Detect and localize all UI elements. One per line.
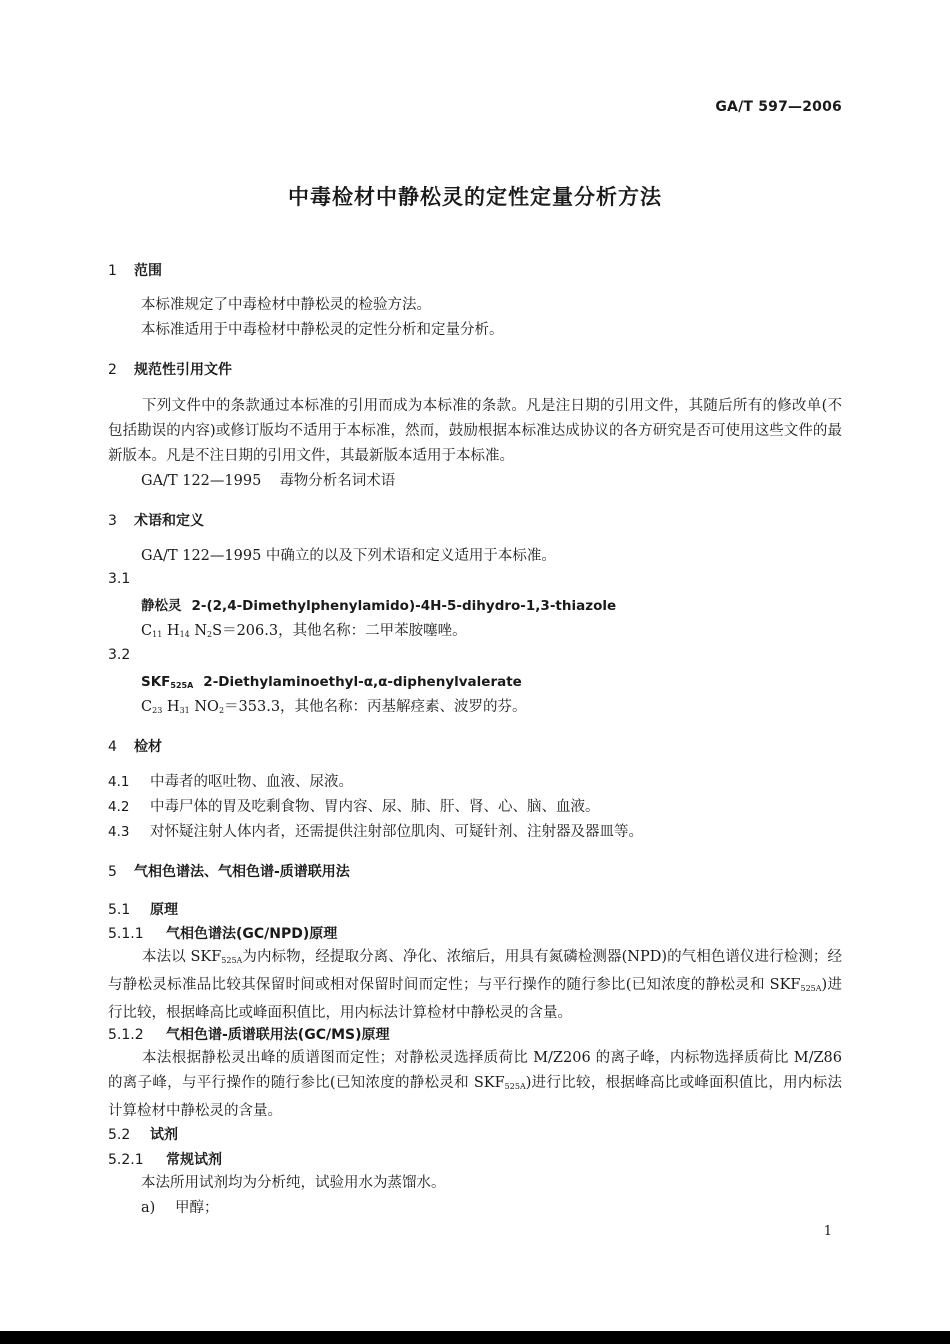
section-heading: 5 气相色谱法、气相色谱-质谱联用法 xyxy=(108,864,350,880)
list-item: 4.3 对怀疑注射人体内者，还需提供注射部位肌肉、可疑针剂、注射器及器皿等。 xyxy=(108,824,643,840)
bottom-border xyxy=(0,1331,950,1344)
paragraph: 本标准适用于中毒检材中静松灵的定性分析和定量分析。 xyxy=(141,322,504,338)
subsection-heading: 5.1 原理 xyxy=(108,902,178,918)
subsection-heading: 5.1.2 气相色谱-质谱联用法(GC/MS)原理 xyxy=(108,1027,390,1043)
paragraph: 本法所用试剂均为分析纯，试验用水为蒸馏水。 xyxy=(141,1175,446,1191)
term-number: 3.2 xyxy=(108,647,131,663)
subsection-heading: 5.2 试剂 xyxy=(108,1127,178,1143)
term-number: 3.1 xyxy=(108,571,131,587)
paragraph: 本法以 $SKF_{525A}$为内标物，经提取分离、净化、浓缩后，用具有氮磷检测器(NPD)的气相色谱仪进行检测；经与静松灵标准品比较其保留时间或相对保留时间而定性；与平行操作的随行参比(已知浓度的静松灵和 $SKF_{525A}$)进行比较，根据峰高比或峰面积值比，用内标法计算检材中静松灵的含量。 xyxy=(108,949,842,1021)
section-heading: 2 规范性引用文件 xyxy=(108,362,232,378)
section-heading: 1 范围 xyxy=(108,263,162,279)
paragraph: 下列文件中的条款通过本标准的引用而成为本标准的条款。凡是注日期的引用文件，其随后所有的修改单(不包括勘误的内容)或修订版均不适用于本标准，然而，鼓励根据本标准达成协议的各方研究是否可使用这些文件的最新版本。凡是不注日期的引用文件，其最新版本适用于本标准。 xyxy=(108,398,842,464)
list-item: 4.1 中毒者的呕吐物、血液、尿液。 xyxy=(108,774,353,790)
section-heading: 3 术语和定义 xyxy=(108,513,204,529)
page-number: 1 xyxy=(823,1224,832,1239)
standard-number: GA/T 597—2006 xyxy=(715,99,842,115)
section-heading: 4 检材 xyxy=(108,739,162,755)
list-item: a) 甲醇； xyxy=(141,1200,219,1216)
chemical-formula: $C_{11}$ $H_{14}$ $N_2S=206.3$，其他名称：二甲苯胺噻唑。 xyxy=(141,623,467,639)
document-title: 中毒检材中静松灵的定性定量分析方法 xyxy=(288,185,662,209)
subsection-heading: 5.1.1 气相色谱法(GC/NPD)原理 xyxy=(108,926,338,942)
paragraph: GA/T 122—1995 中确立的以及下列术语和定义适用于本标准。 xyxy=(141,548,556,564)
reference-item: GA/T 122—1995 毒物分析名词术语 xyxy=(141,473,396,489)
paragraph: 本标准规定了中毒检材中静松灵的检验方法。 xyxy=(141,297,431,313)
list-item: 4.2 中毒尸体的胃及吃剩食物、胃内容、尿、肺、肝、肾、心、脑、血液。 xyxy=(108,799,600,815)
term-entry: $SKF_{525A}$ 2-Diethylaminoethyl-α,α-diphenylvalerate xyxy=(141,674,522,690)
subsection-heading: 5.2.1 常规试剂 xyxy=(108,1152,222,1168)
chemical-formula: $C_{23}$ $H_{31}$ $NO_2=353.3$，其他名称：丙基解痉素、波罗的芬。 xyxy=(141,699,527,715)
paragraph: 本法根据静松灵出峰的质谱图而定性；对静松灵选择质荷比 M/Z206 的离子峰，内标物选择质荷比 M/Z86 的离子峰，与平行操作的随行参比(已知浓度的静松灵和 $SKF_{525A}$)进行比较，根据峰高比或峰面积值比，用内标法计算检材中静松灵的含量。 xyxy=(108,1050,842,1119)
term-entry: 静松灵 2-(2,4-Dimethylphenylamido)-4H-5-dihydro-1,3-thiazole xyxy=(141,598,617,614)
